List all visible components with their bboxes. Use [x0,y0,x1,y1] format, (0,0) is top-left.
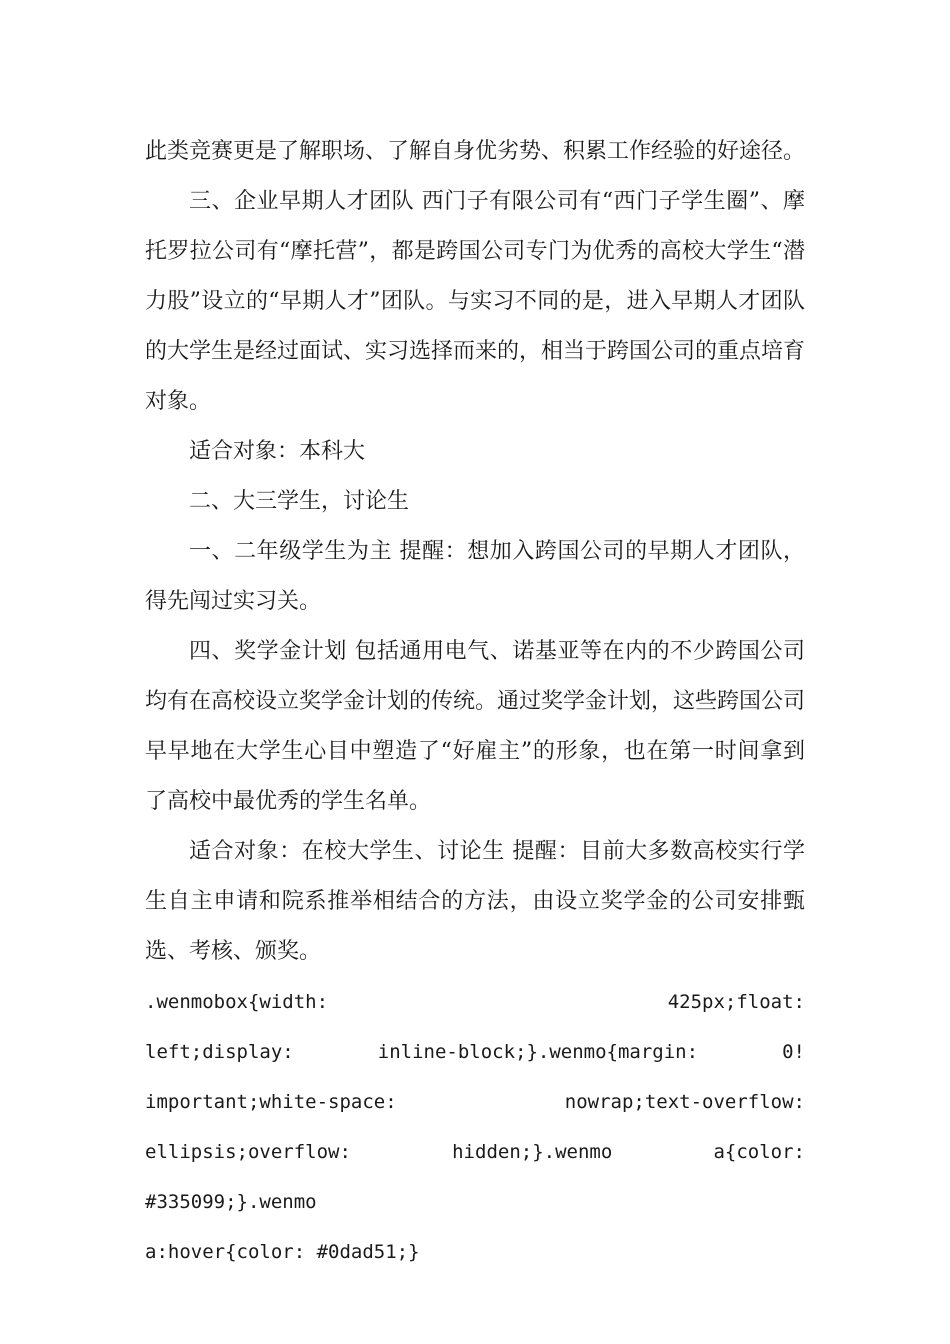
css-leak-line: a:hover{color: #0dad51;} [145,1241,420,1263]
paragraph-1: 此类竞赛更是了解职场、了解自身优劣势、积累工作经验的好途径。 [145,139,806,164]
css-leak-line: left;display: inline-block;}.wenmo{margin: 0! [145,1041,805,1063]
css-leak-text [145,977,805,1277]
paragraph-early-talent-team: 三、企业早期人才团队 西门子有限公司有“西门子学生圈”、摩托罗拉公司有“摩托营”，都是跨国公司专门为优秀的高校大学生“潜力股”设立的“早期人才”团队。与实习不同的是，进入早期人才团队的大学生是经过面试、实习选择而来的，相当于跨国公司的重点培育对象。 [145,189,806,414]
paragraph-target-audience: 适合对象：本科大 [189,439,366,464]
paragraph-scholarship-audience: 适合对象：在校大学生、讨论生 提醒：目前大多数高校实行学生自主申请和院系推举相结合的方法，由设立奖学金的公司安排甄选、考核、颁奖。 [145,839,805,964]
paragraph-scholarship-plan: 四、奖学金计划 包括通用电气、诺基亚等在内的不少跨国公司均有在高校设立奖学金计划的传统。通过奖学金计划，这些跨国公司早早地在大学生心目中塑造了“好雇主”的形象，也在第一时间拿到了高校中最优秀的学生名单。 [145,639,806,814]
css-leak-line: .wenmobox{width: 425px;float: [145,991,805,1013]
paragraph-freshman-sophomore: 一、二年级学生为主 提醒：想加入跨国公司的早期人才团队，得先闯过实习关。 [145,539,805,614]
css-leak-line: important;white-space: nowrap;text-overflow: [145,1091,805,1113]
document-body [145,127,805,1277]
paragraph-junior-students: 二、大三学生，讨论生 [189,489,410,514]
css-leak-line: ellipsis;overflow: hidden;}.wenmo a{color: #335099;}.wenmo [145,1141,805,1213]
